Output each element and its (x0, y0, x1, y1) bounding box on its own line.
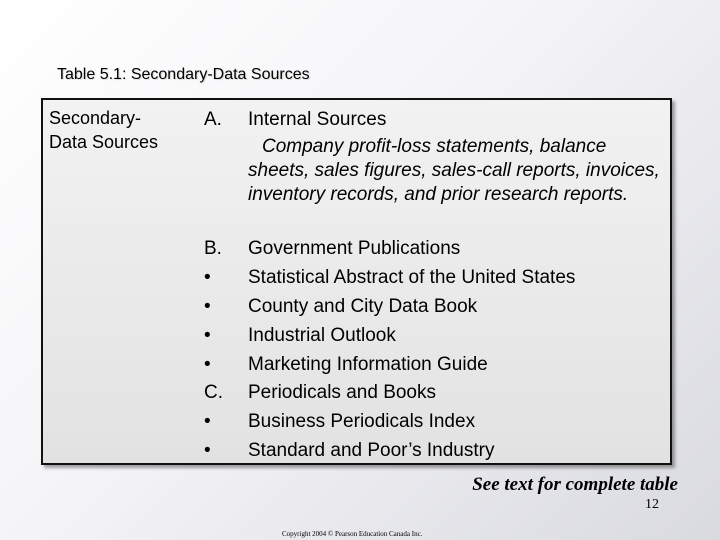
bullet-marker: • (204, 354, 211, 375)
section-a-heading: Internal Sources (248, 109, 387, 130)
section-a-marker: A. (204, 109, 222, 130)
see-text-note: See text for complete table (472, 474, 678, 495)
left-column-label (49, 106, 189, 154)
bullet-marker: • (204, 296, 211, 317)
list-item: Statistical Abstract of the United States (248, 267, 576, 288)
section-b-heading: Government Publications (248, 238, 461, 259)
left-label-line-1: Secondary- (49, 108, 142, 128)
bullet-marker: • (204, 267, 211, 288)
section-c-heading: Periodicals and Books (248, 382, 436, 403)
list-item: Business Periodicals Index (248, 411, 476, 432)
section-c-marker: C. (204, 382, 223, 403)
page-number: 12 (645, 497, 659, 512)
bullet-marker: • (204, 325, 211, 346)
copyright-notice: Copyright 2004 © Pearson Education Canada Inc. (282, 530, 423, 538)
bullet-marker: • (204, 440, 211, 461)
list-item: Standard and Poor’s Industry (248, 440, 495, 461)
list-item: Marketing Information Guide (248, 354, 488, 375)
list-item: County and City Data Book (248, 296, 478, 317)
table-title: Table 5.1: Secondary-Data Sources (57, 66, 310, 83)
section-b-marker: B. (204, 238, 222, 259)
left-label-line-2: Data Sources (49, 132, 159, 152)
section-a-description: Company profit-loss statements, balance sheets, sales figures, sales-call reports, invoices, inventory records, and prior research reports. (248, 136, 660, 205)
bullet-marker: • (204, 411, 211, 432)
list-item: Industrial Outlook (248, 325, 396, 346)
